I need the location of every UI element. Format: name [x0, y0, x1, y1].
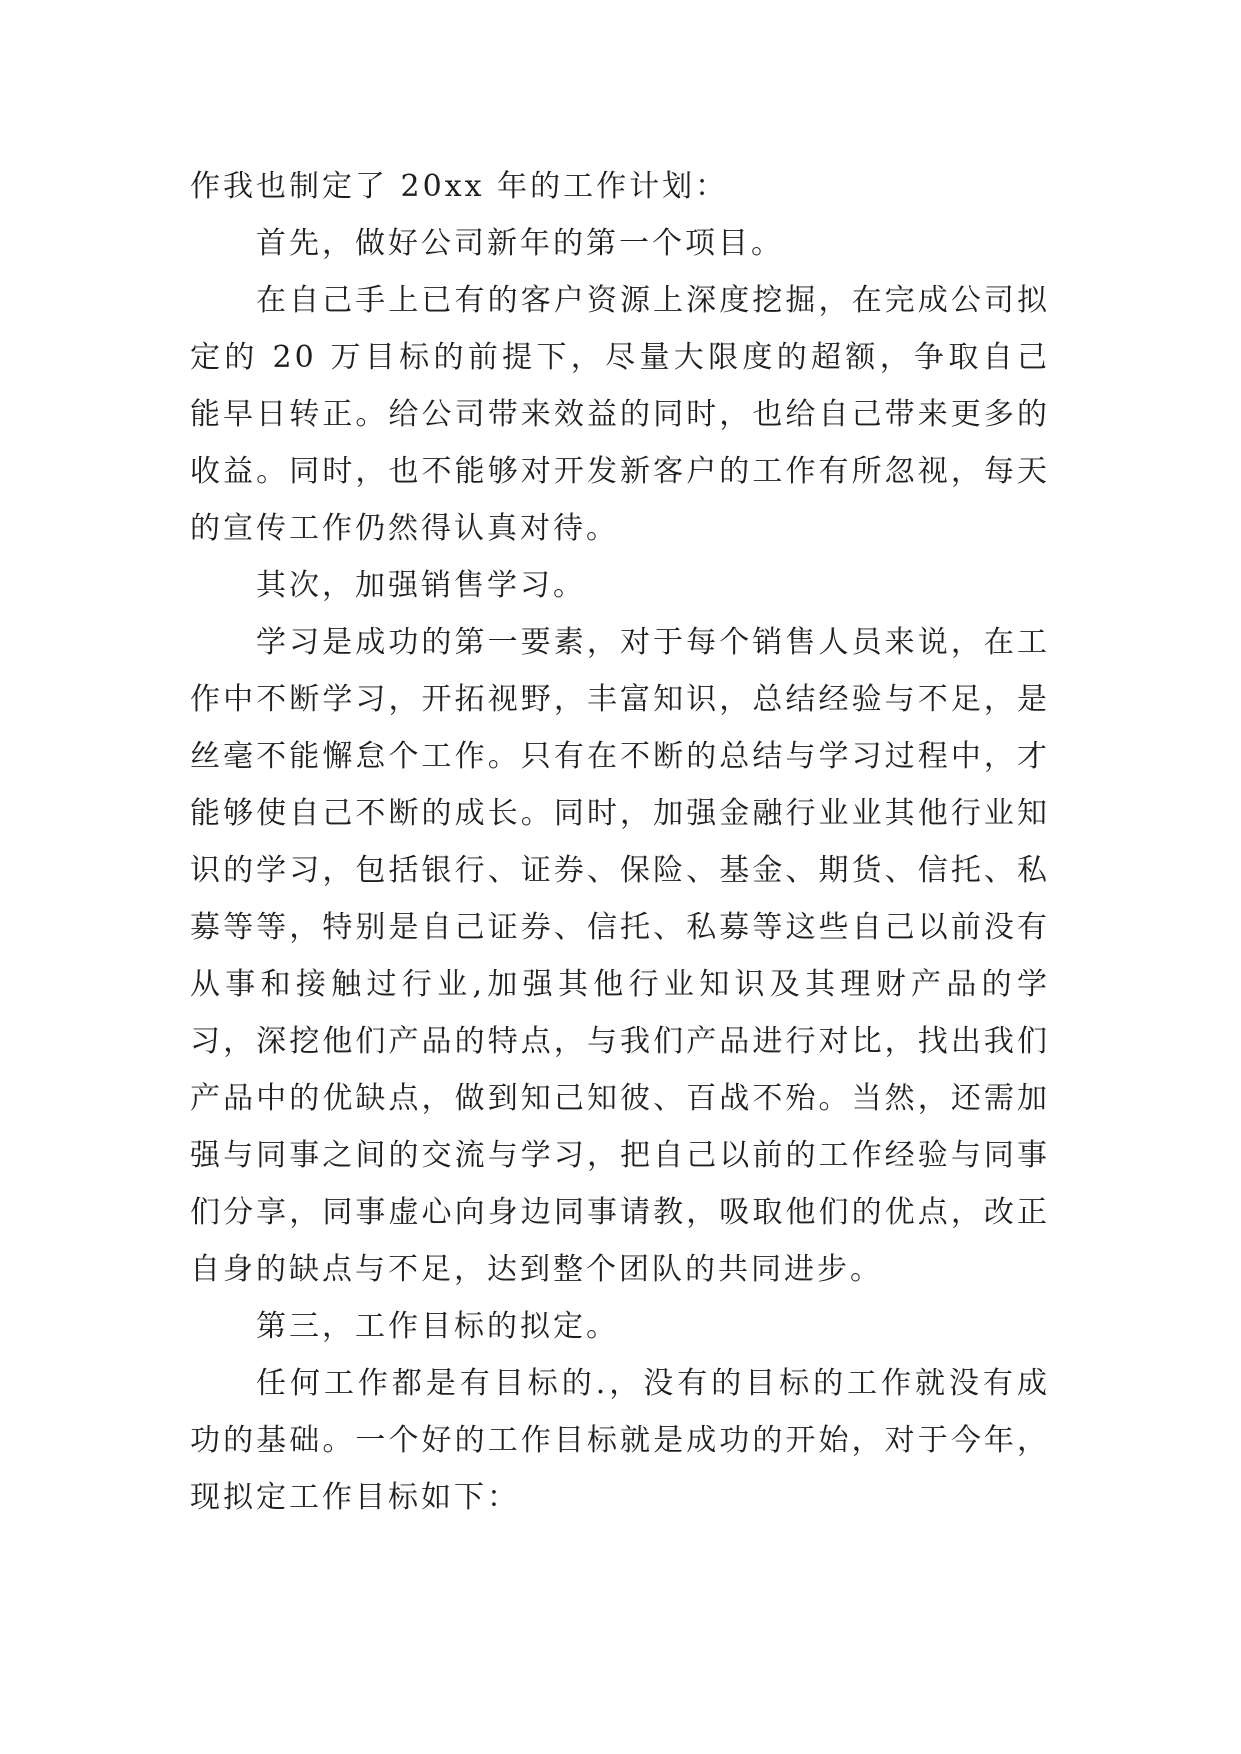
paragraph-client-resources: 在自己手上已有的客户资源上深度挖掘，在完成公司拟定的 20 万目标的前提下，尽量大限度的超额，争取自己能早日转正。给公司带来效益的同时，也给自己带来更多的收益。同时，也不能够对开发新客户的工作有所忽视，每天的宣传工作仍然得认真对待。 — [190, 283, 1050, 546]
paragraph-heading-first: 首先，做好公司新年的第一个项目。 — [256, 226, 784, 261]
paragraph-work-goals: 任何工作都是有目标的.，没有的目标的工作就没有成功的基础。一个好的工作目标就是成功的开始，对于今年，现拟定工作目标如下： — [190, 1366, 1050, 1515]
document-body — [190, 158, 1050, 1526]
paragraph-continuation: 作我也制定了 20xx 年的工作计划： — [190, 169, 729, 204]
paragraph-heading-third: 第三，工作目标的拟定。 — [256, 1309, 619, 1344]
paragraph-sales-learning: 学习是成功的第一要素，对于每个销售人员来说，在工作中不断学习，开拓视野，丰富知识，总结经验与不足，是丝毫不能懈怠个工作。只有在不断的总结与学习过程中，才能够使自己不断的成长。同时，加强金融行业业其他行业知识的学习，包括银行、证券、保险、基金、期货、信托、私募等等，特别是自己证券、信托、私募等这些自己以前没有从事和接触过行业,加强其他行业知识及其理财产品的学习，深挖他们产品的特点，与我们产品进行对比，找出我们产品中的优缺点，做到知己知彼、百战不殆。当然，还需加强与同事之间的交流与学习，把自己以前的工作经验与同事们分享，同事虚心向身边同事请教，吸取他们的优点，改正自身的缺点与不足，达到整个团队的共同进步。 — [190, 625, 1050, 1287]
paragraph-heading-second: 其次，加强销售学习。 — [256, 568, 586, 603]
